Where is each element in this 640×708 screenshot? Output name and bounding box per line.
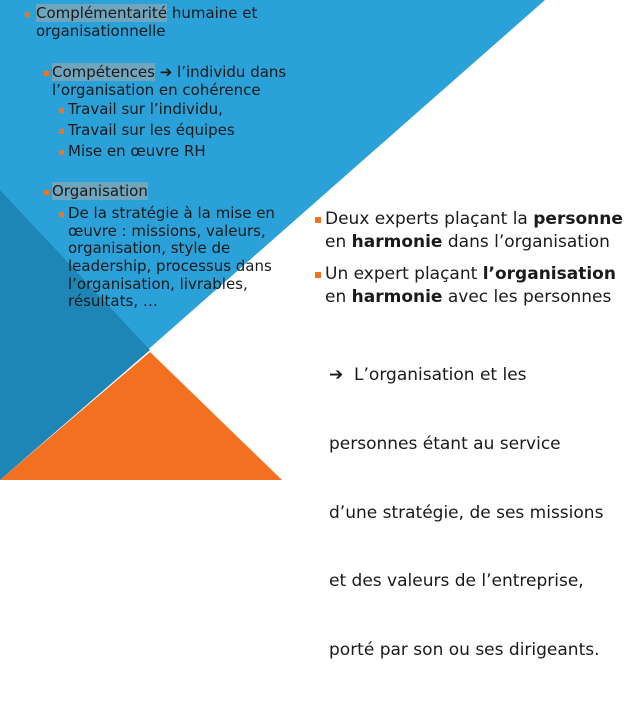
bullet-icon bbox=[25, 12, 30, 17]
bullet-icon bbox=[59, 212, 64, 217]
sub-item: Travail sur l’individu, bbox=[68, 100, 223, 118]
bullet-icon bbox=[59, 150, 64, 155]
complementarite-line2: organisationnelle bbox=[36, 21, 166, 40]
org-desc-line: De la stratégie à la mise en bbox=[68, 204, 275, 222]
b1-pre: Deux experts plaçant la bbox=[325, 209, 534, 229]
b2-pre: Un expert plaçant bbox=[325, 264, 483, 284]
b1-bold: personne bbox=[533, 209, 623, 229]
org-desc-line: résultats, … bbox=[68, 292, 158, 311]
org-desc-line: l’organisation, livrables, bbox=[68, 274, 248, 293]
competences-text bbox=[52, 64, 332, 99]
organisation-description bbox=[68, 205, 308, 311]
conclusion-line: L’organisation et les bbox=[343, 364, 527, 385]
competences-line2: l’organisation en cohérence bbox=[52, 80, 261, 99]
b2-bold: l’organisation bbox=[482, 264, 616, 284]
sub-item: Mise en œuvre RH bbox=[68, 142, 206, 160]
arrow-right-icon: ➔ bbox=[159, 63, 173, 81]
bullet-icon bbox=[59, 108, 64, 113]
bullet-icon bbox=[44, 190, 49, 195]
competences-label: Compétences bbox=[52, 63, 155, 81]
experts-personne-text bbox=[325, 208, 635, 254]
org-desc-line: organisation, style de bbox=[68, 239, 231, 258]
conclusion-line: personnes étant au service bbox=[329, 433, 561, 454]
conclusion-line: et des valeurs de l’entreprise, bbox=[329, 571, 584, 592]
b2-l2bold: harmonie bbox=[351, 286, 443, 307]
arrow-right-icon: ➔ bbox=[329, 364, 344, 385]
expert-organisation-text bbox=[325, 263, 635, 309]
conclusion-line: porté par son ou ses dirigeants. bbox=[329, 640, 600, 661]
complementarite-rest: humaine et bbox=[167, 4, 258, 22]
conclusion-text bbox=[329, 318, 639, 708]
complementarite-text bbox=[36, 5, 316, 40]
bullet-icon bbox=[44, 71, 49, 76]
bullet-icon bbox=[315, 272, 321, 278]
org-desc-line: œuvre : missions, valeurs, bbox=[68, 221, 266, 240]
organisation-heading bbox=[52, 183, 148, 201]
bullet-icon bbox=[315, 217, 321, 223]
complementarite-label: Complémentarité bbox=[36, 4, 168, 22]
organisation-label: Organisation bbox=[52, 182, 148, 200]
b2-l2post: avec les personnes bbox=[442, 286, 612, 307]
b2-l2pre: en bbox=[325, 286, 352, 307]
b1-l2bold: harmonie bbox=[351, 231, 443, 252]
bullet-icon bbox=[59, 129, 64, 134]
competences-rest: l’individu dans bbox=[172, 63, 287, 81]
org-desc-line: leadership, processus dans bbox=[68, 257, 272, 276]
b1-l2post: dans l’organisation bbox=[442, 231, 610, 252]
conclusion-line: d’une stratégie, de ses missions bbox=[329, 502, 604, 523]
b1-l2pre: en bbox=[325, 231, 352, 252]
sub-item: Travail sur les équipes bbox=[68, 121, 235, 139]
